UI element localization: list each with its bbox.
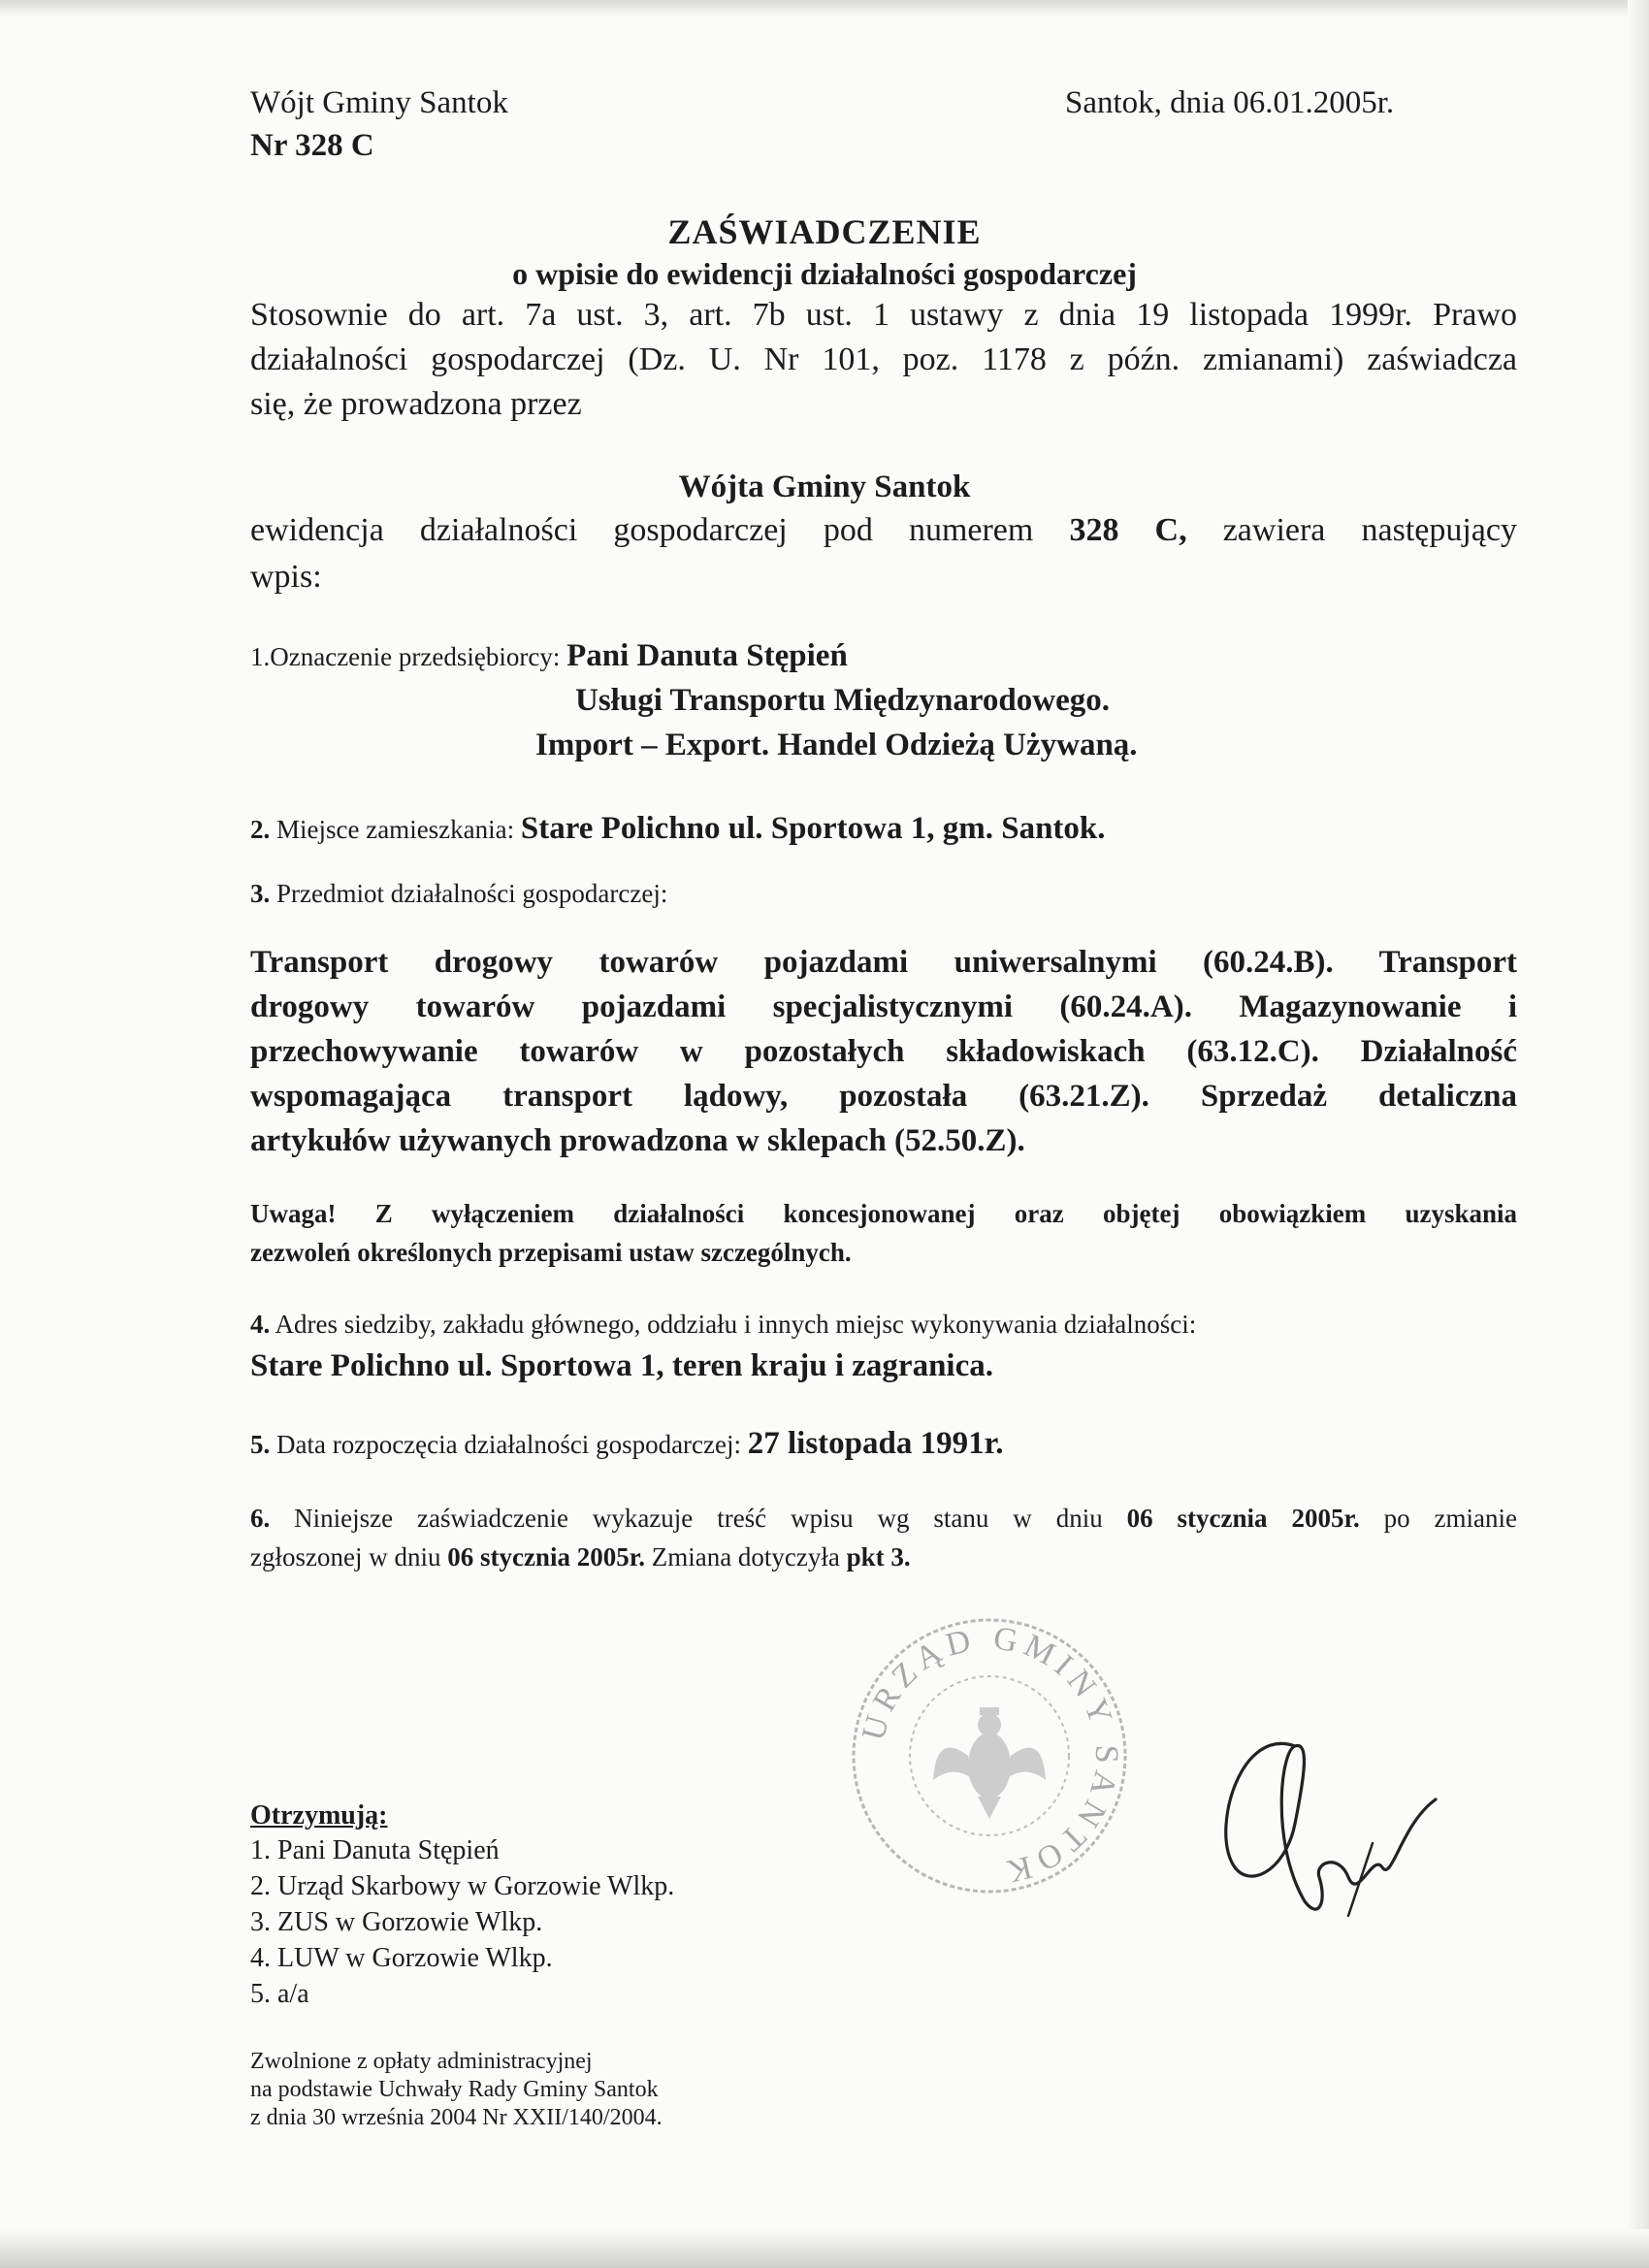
registry-line-2: wpis:	[250, 559, 322, 595]
authority: Wójta Gminy Santok	[678, 470, 971, 504]
item-6-date-1: 06 stycznia 2005r.	[1126, 1504, 1360, 1533]
recipient-5: 5. a/a	[250, 1979, 309, 2009]
recipients-heading: Otrzymują:	[250, 1800, 388, 1831]
recipient-3: 3. ZUS w Gorzowie Wlkp.	[250, 1907, 543, 1937]
document-title: ZAŚWIADCZENIE	[667, 212, 982, 251]
note-line-2: zezwoleń określonych przepisami ustaw szczególnych.	[250, 1238, 852, 1267]
activity-line-2: drogowy towarów pojazdami specjalistycznymi (60.24.A). Magazynowanie i	[250, 989, 1517, 1024]
item-2-value: Stare Polichno ul. Sportowa 1, gm. Santok.	[520, 811, 1106, 846]
item-4	[250, 1310, 1196, 1340]
scan-edge-top	[0, 0, 1649, 17]
item-3-number: 3.	[250, 879, 271, 908]
official-stamp-icon	[844, 1610, 1135, 1901]
item-4-value: Stare Polichno ul. Sportowa 1, teren kraju i zagranica.	[250, 1348, 993, 1383]
activity-line-1: Transport drogowy towarów pojazdami uniwersalnymi (60.24.B). Transport	[250, 945, 1517, 980]
item-2-label: Miejsce zamieszkania:	[270, 815, 521, 844]
item-1-label: 1.Oznaczenie przedsiębiorcy:	[250, 642, 567, 671]
footer-line-2: na podstawie Uchwały Rady Gminy Santok	[250, 2077, 659, 2102]
activity-line-3: przechowywanie towarów w pozostałych składowiskach (63.12.C). Działalność	[250, 1034, 1517, 1069]
item-5-label: Data rozpoczęcia działalności gospodarczej:	[270, 1430, 748, 1459]
item-4-label: Adres siedziby, zakładu głównego, oddziału i innych miejsc wykonywania działalności:	[270, 1310, 1197, 1339]
document-number: Nr 328 C	[250, 128, 374, 163]
item-6-text-4: Zmiana dotyczyła	[644, 1542, 847, 1571]
item-6-text-3: zgłoszonej w dniu	[250, 1542, 448, 1571]
item-6-date-2: 06 stycznia 2005r.	[447, 1542, 645, 1571]
item-6-number: 6.	[250, 1504, 271, 1533]
issuer: Wójt Gminy Santok	[250, 85, 508, 120]
item-3-label: Przedmiot działalności gospodarczej:	[270, 879, 668, 908]
item-4-number: 4.	[250, 1310, 271, 1339]
registry-text: ewidencja działalności gospodarczej pod numerem	[250, 512, 1070, 548]
stamp-eagle-icon	[933, 1707, 1046, 1819]
registry-line-1	[250, 512, 1517, 549]
item-2-number: 2.	[250, 815, 271, 844]
place-date: Santok, dnia 06.01.2005r.	[1065, 85, 1395, 120]
recipient-4: 4. LUW w Gorzowie Wlkp.	[250, 1943, 553, 1973]
item-6-text: Niniejsze zaświadczenie wykazuje treść wpisu wg stanu w dniu	[270, 1504, 1127, 1533]
scan-edge-bottom	[0, 2229, 1649, 2268]
document-subtitle: o wpisie do ewidencji działalności gospodarczej	[512, 256, 1137, 291]
item-1-line-3: Import – Export. Handel Odzieżą Używaną.	[535, 728, 1138, 762]
recipient-2: 2. Urząd Skarbowy w Gorzowie Wlkp.	[250, 1871, 675, 1901]
item-2	[250, 811, 1106, 847]
item-6-line-1	[250, 1504, 1517, 1534]
intro-line-3: się, że prowadzona przez	[250, 386, 582, 422]
registry-text-end: zawiera następujący	[1186, 512, 1517, 548]
signature-icon	[1203, 1707, 1455, 1950]
stamp-text: URZĄD GMINY SANTOK	[855, 1620, 1125, 1891]
item-1-name: Pani Danuta Stępień	[566, 638, 848, 673]
item-6-point: pkt 3.	[846, 1542, 911, 1571]
scan-edge-right	[1628, 0, 1649, 2268]
item-5	[250, 1426, 1004, 1462]
item-6-text-2: po zmianie	[1359, 1504, 1517, 1533]
intro-line-1: Stosownie do art. 7a ust. 3, art. 7b ust. 1 ustawy z dnia 19 listopada 1999r. Prawo	[250, 297, 1517, 333]
item-5-number: 5.	[250, 1430, 271, 1459]
activity-line-4: wspomagająca transport lądowy, pozostała (63.21.Z). Sprzedaż detaliczna	[250, 1079, 1517, 1114]
note-line-1: Uwaga! Z wyłączeniem działalności koncesjonowanej oraz objętej obowiązkiem uzyskania	[250, 1199, 1517, 1228]
item-6-line-2	[250, 1542, 911, 1572]
registry-number: 328 C,	[1069, 512, 1187, 548]
item-1	[250, 638, 848, 674]
recipient-1: 1. Pani Danuta Stępień	[250, 1835, 500, 1865]
item-3	[250, 879, 667, 909]
activity-line-5: artykułów używanych prowadzona w sklepach (52.50.Z).	[250, 1123, 1025, 1158]
footer-line-1: Zwolnione z opłaty administracyjnej	[250, 2049, 593, 2074]
item-1-line-2: Usługi Transportu Międzynarodowego.	[575, 683, 1110, 718]
footer-line-3: z dnia 30 września 2004 Nr XXII/140/2004.	[250, 2105, 663, 2130]
item-5-value: 27 listopada 1991r.	[747, 1426, 1004, 1461]
intro-line-2: działalności gospodarczej (Dz. U. Nr 101, poz. 1178 z późn. zmianami) zaświadcza	[250, 341, 1517, 377]
